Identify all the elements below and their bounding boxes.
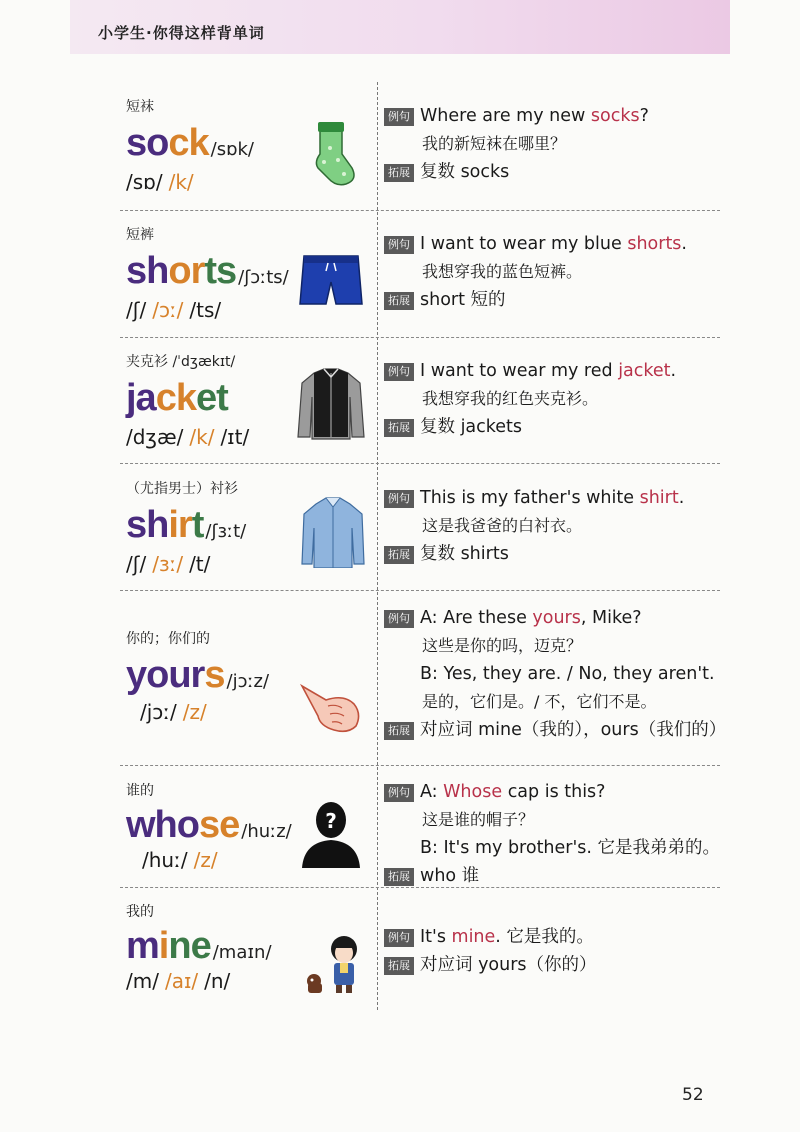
word-part: so — [126, 122, 169, 164]
example-sentence: 例句 It's mine. 它是我的。 — [384, 923, 597, 951]
example-tag: 例句 — [384, 784, 414, 802]
example-tag: 例句 — [384, 490, 414, 508]
examples — [384, 604, 726, 744]
entry-divider — [120, 210, 720, 211]
chinese-meaning: 短袜 — [126, 99, 154, 115]
highlighted-word: Whose — [443, 782, 503, 802]
headword — [126, 252, 289, 290]
example-sentence: 例句 I want to wear my red jacket. — [384, 357, 676, 385]
example-tag: 例句 — [384, 236, 414, 254]
extend-tag: 拓展 — [384, 292, 414, 310]
chinese-meaning: 谁的 — [126, 783, 154, 799]
highlighted-word: jacket — [618, 361, 671, 381]
phonics-part: /ɪt/ — [220, 425, 250, 449]
chinese-meaning: 短裤 — [126, 227, 154, 243]
phonics-part: /sɒ/ — [126, 170, 163, 194]
entry-yours — [120, 600, 727, 765]
example-translation: 我想穿我的蓝色短裤。 — [422, 262, 583, 281]
word-part: ts — [204, 250, 237, 292]
phonics — [126, 298, 227, 322]
example-translation: 这些是你的吗，迈克？ — [422, 636, 583, 655]
entry-sock — [120, 90, 720, 210]
entry-jacket — [120, 345, 720, 463]
phonics-part: /n/ — [204, 969, 231, 993]
headword — [126, 506, 246, 544]
entry-whose — [120, 772, 720, 887]
page-number: 52 — [682, 1085, 704, 1105]
phonics-part: /z/ — [193, 848, 218, 872]
extend-tag: 拓展 — [384, 546, 414, 564]
word-part: ck — [168, 122, 209, 164]
highlighted-word: shirt — [639, 488, 679, 508]
mystery-person-icon — [300, 798, 362, 868]
chinese-meaning: （尤指男士）衬衫 — [126, 481, 238, 497]
word-part: who — [126, 804, 199, 846]
phonics — [142, 848, 224, 872]
example-tag: 例句 — [384, 610, 414, 628]
phonics-part: /k/ — [189, 425, 215, 449]
example-sentence: 例句 This is my father's white shirt. — [384, 484, 684, 512]
example-sentence: 例句 A: Are these yours, Mike? — [384, 604, 726, 632]
phonics-part: /t/ — [189, 552, 211, 576]
highlighted-word: shorts — [627, 234, 682, 254]
example-sentence: 例句 A: Whose cap is this? — [384, 778, 720, 806]
example-sentence: 例句 Where are my new socks? — [384, 102, 649, 130]
phonics-part: /ʃ/ — [126, 298, 147, 322]
example-tag: 例句 — [384, 929, 414, 947]
extend-tag: 拓展 — [384, 722, 414, 740]
examples — [384, 484, 684, 568]
extension: 拓展 复数 shirts — [384, 540, 684, 568]
ipa: /jɔːz/ — [226, 671, 270, 692]
shirt-icon — [300, 496, 366, 568]
examples — [384, 102, 649, 186]
jacket-icon — [296, 365, 366, 441]
highlighted-word: socks — [590, 106, 640, 126]
ipa: /sɒk/ — [210, 139, 254, 160]
word-part: ir — [168, 504, 192, 546]
extension: 拓展 复数 socks — [384, 158, 649, 186]
pointing-hand-icon — [298, 676, 362, 734]
word-part: ne — [168, 925, 211, 967]
entry-shorts — [120, 218, 720, 336]
phonics-part: /ɔː/ — [152, 298, 184, 322]
headword — [126, 927, 272, 965]
example-translation: 这是谁的帽子？ — [422, 810, 535, 829]
example-sentence-b: B: Yes, they are. / No, they aren't. — [420, 664, 715, 684]
phonics-part: /ts/ — [189, 298, 222, 322]
word-part: i — [158, 925, 169, 967]
example-tag: 例句 — [384, 363, 414, 381]
svg-text:?: ? — [325, 809, 337, 833]
phonics — [140, 700, 213, 724]
phonics — [126, 425, 255, 449]
page-header — [70, 0, 730, 54]
word-part: se — [198, 804, 240, 846]
examples — [384, 923, 597, 979]
phonics-part: /m/ — [126, 969, 159, 993]
extend-tag: 拓展 — [384, 868, 414, 886]
phonics-part: /k/ — [168, 170, 194, 194]
example-translation-b: 是的，它们是。/ 不，它们不是。 — [422, 692, 657, 711]
example-sentence-b: B: It's my brother's. 它是我弟弟的。 — [420, 838, 721, 858]
example-tag: 例句 — [384, 108, 414, 126]
phonics — [126, 170, 200, 194]
chinese-meaning: 夹克衫 /ˈdʒækɪt/ — [126, 354, 236, 370]
phonics — [126, 969, 236, 993]
ipa: /ʃɜːt/ — [205, 521, 247, 542]
extension: 拓展 复数 jackets — [384, 413, 676, 441]
entry-divider — [120, 765, 720, 766]
examples — [384, 357, 676, 441]
extend-tag: 拓展 — [384, 957, 414, 975]
ipa: /ʃɔːts/ — [238, 267, 289, 288]
phonics-part: /dʒæ/ — [126, 425, 184, 449]
ipa: /maɪn/ — [212, 942, 272, 963]
word-part: sh — [126, 250, 169, 292]
example-translation: 我想穿我的红色夹克衫。 — [422, 389, 599, 408]
phonics — [126, 552, 216, 576]
extension: 拓展 对应词 yours（你的） — [384, 951, 597, 979]
word-part: sh — [126, 504, 169, 546]
extension: 拓展 who 谁 — [384, 862, 720, 890]
entry-divider — [120, 590, 720, 591]
extension: 拓展 short 短的 — [384, 286, 687, 314]
example-sentence: 例句 I want to wear my blue shorts. — [384, 230, 687, 258]
phonics-part: /jɔː/ — [140, 700, 177, 724]
book-title: 小学生·你得这样背单词 — [98, 24, 265, 42]
word-part: s — [204, 654, 225, 696]
highlighted-word: mine — [451, 927, 496, 947]
headword — [126, 124, 254, 162]
entry-divider — [120, 337, 720, 338]
headword — [126, 656, 269, 694]
examples — [384, 778, 720, 890]
example-translation: 这是我爸爸的白衬衣。 — [422, 516, 583, 535]
entry-divider — [120, 463, 720, 464]
extension: 拓展 对应词 mine（我的），ours（我们的） — [384, 716, 726, 744]
chinese-meaning: 你的；你们的 — [126, 631, 210, 647]
word-part: ja — [126, 377, 156, 419]
headword — [126, 806, 292, 844]
headword — [126, 379, 228, 417]
phonics-part: /ɜː/ — [152, 552, 184, 576]
phonics-part: /huː/ — [142, 848, 188, 872]
entry-shirt — [120, 472, 720, 590]
chinese-meaning: 我的 — [126, 904, 154, 920]
phonics-part: /aɪ/ — [164, 969, 199, 993]
entry-mine — [120, 895, 720, 1010]
extend-tag: 拓展 — [384, 164, 414, 182]
example-translation: 我的新短袜在哪里？ — [422, 134, 567, 153]
shorts-icon — [298, 252, 364, 310]
word-part: t — [191, 504, 204, 546]
extend-tag: 拓展 — [384, 419, 414, 437]
girl-with-dog-icon — [300, 929, 368, 997]
phonics-part: /z/ — [182, 700, 207, 724]
word-part: m — [126, 925, 159, 967]
word-part: or — [168, 250, 205, 292]
phonics-part: /ʃ/ — [126, 552, 147, 576]
ipa: /huːz/ — [241, 821, 292, 842]
word-part: ck — [155, 377, 196, 419]
highlighted-word: yours — [532, 608, 581, 628]
sock-icon — [300, 118, 360, 188]
word-part: your — [126, 654, 205, 696]
examples — [384, 230, 687, 314]
word-part: et — [195, 377, 228, 419]
